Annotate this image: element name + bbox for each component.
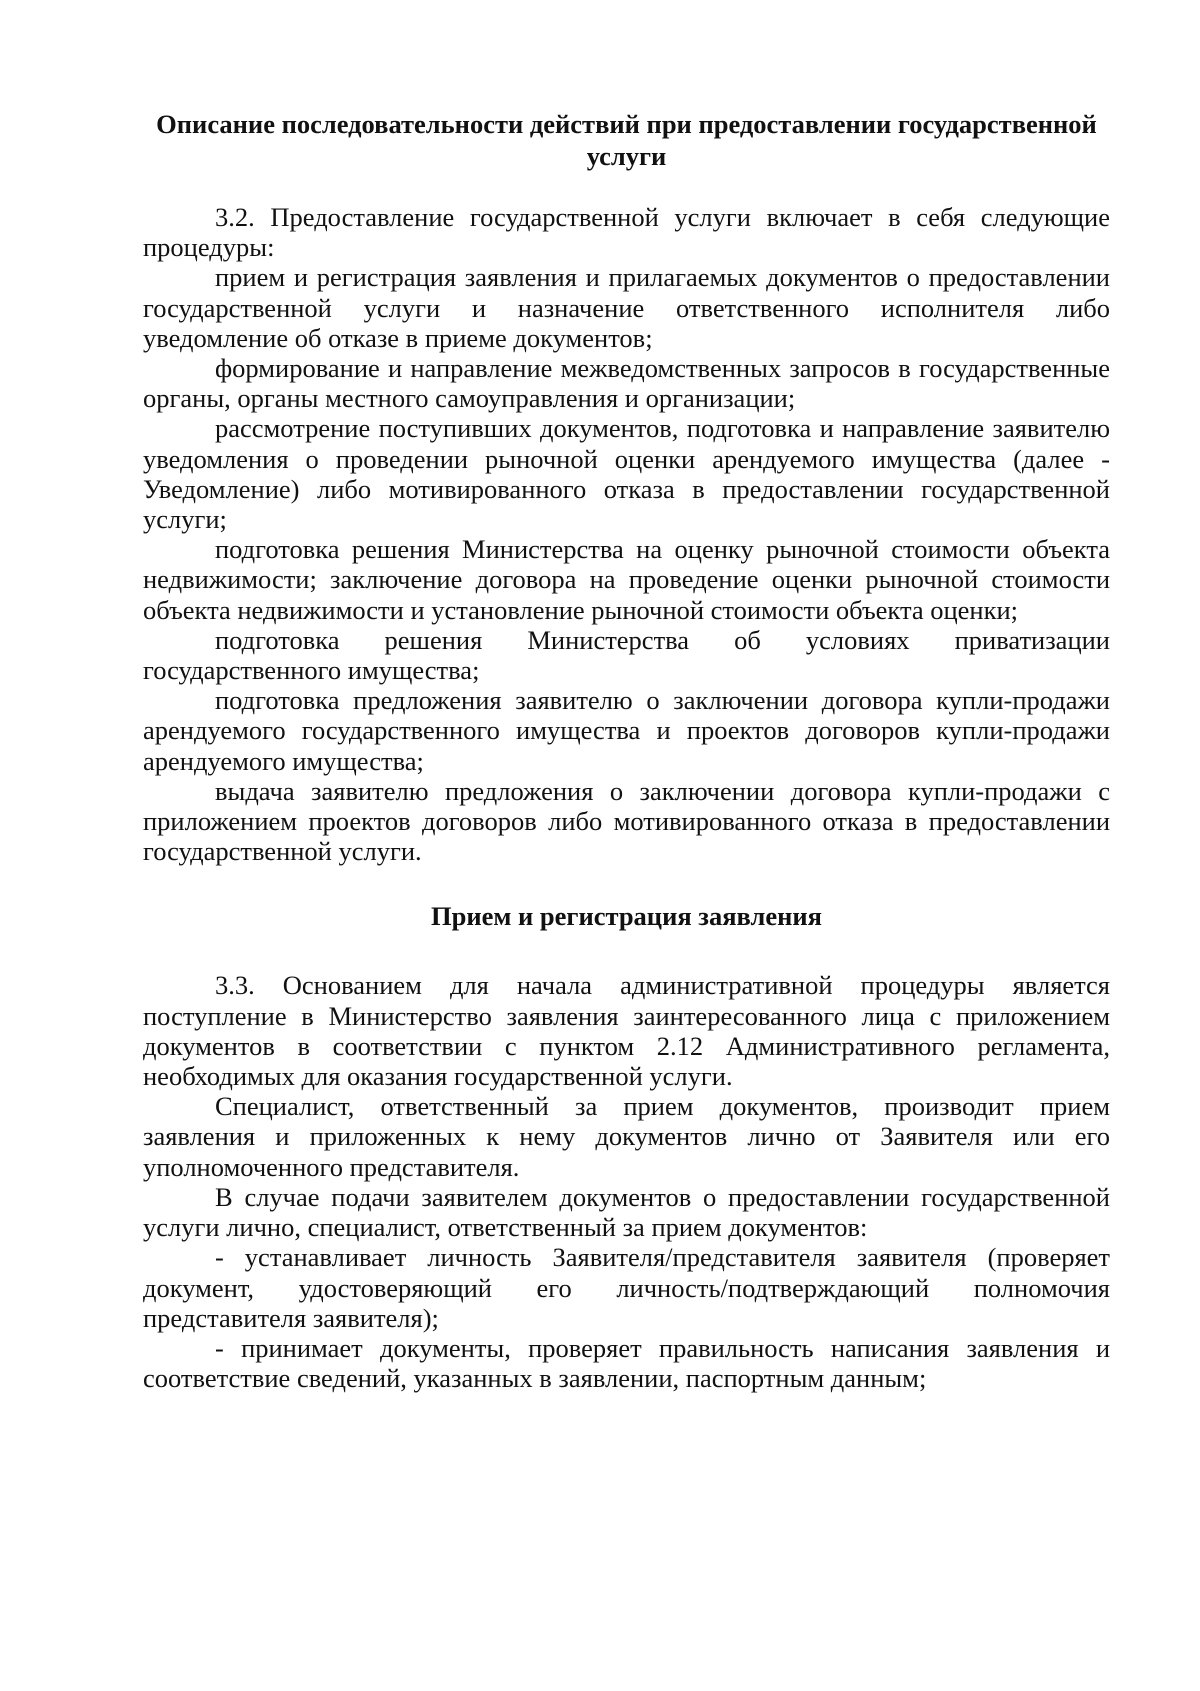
list-item-issue-proposal: выдача заявителю предложения о заключении договора купли-продажи с приложением проектов договоров либо мотивированного отказа в предоставлении государственной услуги. [143,775,1110,867]
list-item-interagency-requests: формирование и направление межведомственных запросов в государственные органы, органы местного самоуправления и организации; [143,353,1110,414]
paragraph-specialist: Специалист, ответственный за прием документов, производит прием заявления и приложенных к нему документов лично от Заявителя или его уполномоченного представителя. [143,1091,1110,1182]
list-item-sale-proposal: подготовка предложения заявителю о заключении договора купли-продажи арендуемого государственного имущества и проектов договоров купли-продажи арендуемого имущества; [143,685,1110,776]
list-item-review-documents: рассмотрение поступивших документов, подготовка и направление заявителю уведомления о проведении рыночной оценки арендуемого имущества (далее - Уведомление) либо мотивированного отказа в предоставлении государственной услуги; [143,413,1110,535]
paragraph-3-2: 3.2. Предоставление государственной услуги включает в себя следующие процедуры: [143,202,1110,263]
list-item-accept-documents: - принимает документы, проверяет правильность написания заявления и соответствие сведений, указанных в заявлении, паспортным данным; [143,1332,1110,1394]
list-item-reception: прием и регистрация заявления и прилагаемых документов о предоставлении государственной услуги и назначение ответственного исполнителя либо уведомление об отказе в приеме документов; [143,262,1110,353]
list-item-privatization-decision: подготовка решения Министерства об условиях приватизации государственного имущества; [143,624,1110,686]
document-page [143,108,1110,1393]
section-heading-procedures: Описание последовательности действий при предоставлении государственной услуги [156,109,1097,171]
list-item-valuation-decision: подготовка решения Министерства на оценку рыночной стоимости объекта недвижимости; заключение договора на проведение оценки рыночной стоимости объекта недвижимости и установление рыночной стоимости объекта оценки; [143,534,1110,625]
paragraph-3-3: 3.3. Основанием для начала административной процедуры является поступление в Министерство заявления заинтересованного лица с приложением документов в соответствии с пунктом 2.12 Административного регламента, необходимых для оказания государственной услуги. [143,970,1110,1092]
paragraph-personal-submission: В случае подачи заявителем документов о предоставлении государственной услуги лично, специалист, ответственный за прием документов: [143,1181,1110,1243]
list-item-identify-applicant: - устанавливает личность Заявителя/представителя заявителя (проверяет документ, удостоверяющий его личность/подтверждающий полномочия представителя заявителя); [143,1242,1110,1333]
section-procedures [143,202,1110,866]
section-reception [143,970,1110,1393]
section-heading-reception: Прием и регистрация заявления [430,901,823,932]
